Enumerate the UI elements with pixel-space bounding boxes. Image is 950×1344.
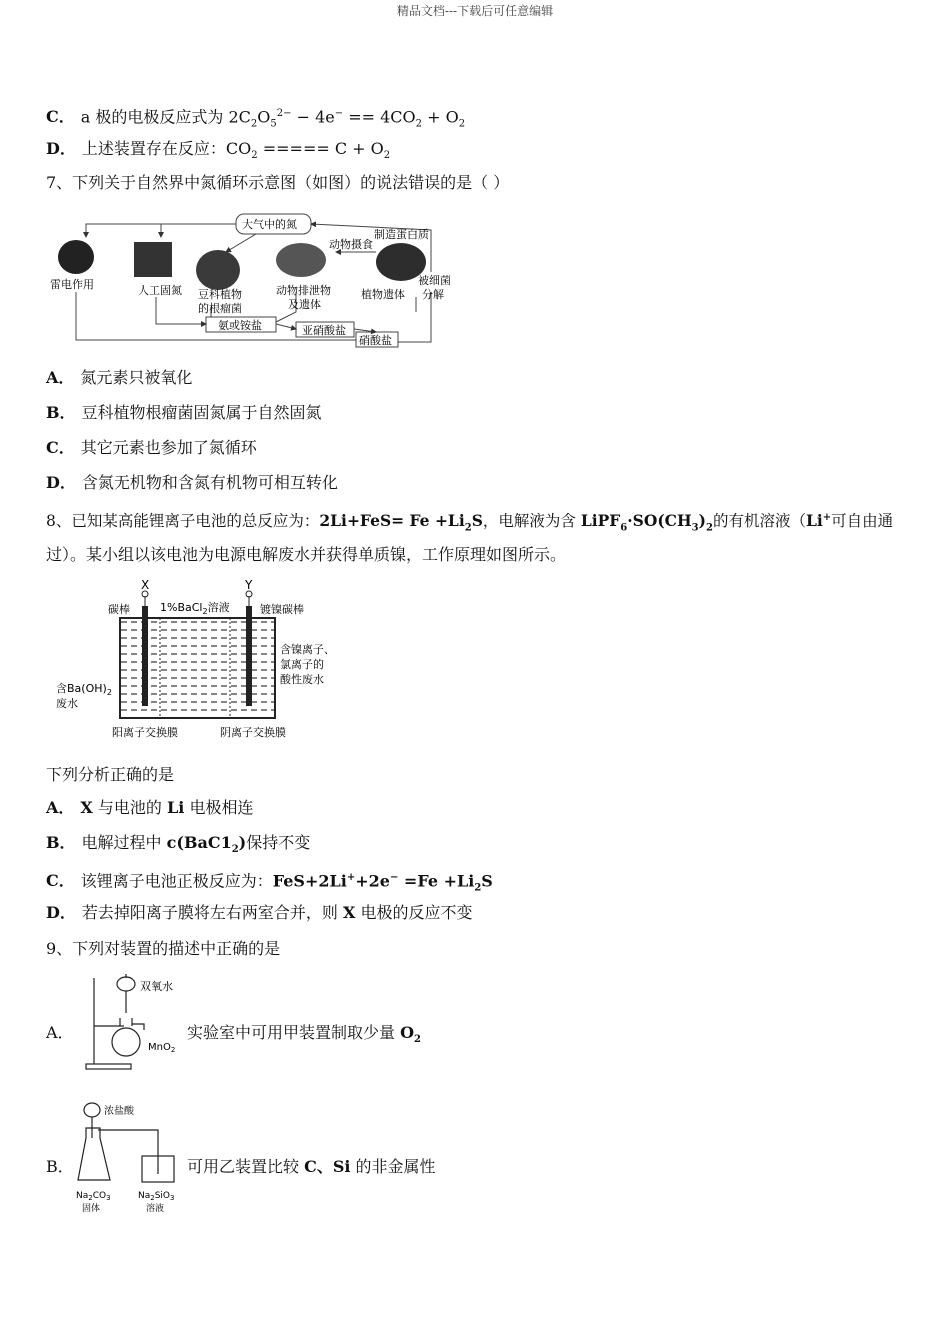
q9-option-a-text: 实验室中可用甲装置制取少量 $O_2$ [187, 1023, 421, 1046]
fig-left-reagent-label: $Na_2CO_3$ [76, 1191, 111, 1202]
q9-option-b-text: 可用乙装置比较 C、Si 的非金属性 [187, 1157, 436, 1176]
fig-left1-label: 含$Ba(OH)_2$ [56, 682, 112, 697]
fig-nitrite-label: 亚硝酸盐 [302, 324, 346, 337]
fig-right-state-label: 溶液 [146, 1204, 165, 1214]
fig-bacl2-label: 1%BaCl$_2$溶液 [160, 601, 230, 616]
q7-option-b: B． 豆科植物根瘤菌固氮属于自然固氮 [46, 403, 322, 422]
q6-option-d: D． 上述装置存在反应：$CO_2$ ===== $C + O_2$ [46, 139, 391, 162]
fig-x-label: X [141, 578, 150, 592]
q7-option-c: C． 其它元素也参加了氮循环 [46, 438, 257, 457]
fig-plant-label: 植物遗体 [361, 288, 405, 301]
apparatus-b-figure [76, 1098, 186, 1218]
fig-right-reagent-label: $Na_2SiO_3$ [138, 1191, 175, 1202]
q7-option-a: A． 氮元素只被氧化 [46, 368, 193, 387]
apparatus-b-diagram [76, 1098, 186, 1218]
fig-right3-label: 酸性废水 [280, 673, 324, 686]
q9-option-b-label: B． [46, 1157, 74, 1176]
apparatus-a-figure [76, 968, 186, 1073]
q8-option-a: A． X 与电池的 Li 电极相连 [46, 798, 254, 817]
fig-bacteria2-label: 分解 [422, 288, 444, 301]
fig-legume1-label: 豆科植物 [198, 288, 242, 301]
fig-legume2-label: 的根瘤菌 [198, 302, 242, 315]
q7-option-d: D． 含氮无机物和含氮有机物可相互转化 [46, 473, 338, 492]
fig-animal1-label: 动物排泄物 [276, 284, 331, 297]
fig-bacteria1-label: 被细菌 [418, 274, 451, 287]
fig-animal2-label: 及遗体 [288, 298, 321, 311]
q6-option-c: C． a 极的电极反应式为 $2C_2O_5^{2-} - 4e^- == 4CO_2 + O_2$ [46, 107, 466, 130]
electrolysis-diagram [50, 578, 350, 743]
page-header: 精品文档---下载后可任意编辑 [396, 4, 554, 18]
fig-carbon-label: 碳棒 [108, 603, 130, 616]
fig-right2-label: 氯离子的 [280, 658, 324, 671]
q8-analysis: 下列分析正确的是 [46, 765, 175, 784]
fig-cation-label: 阳离子交换膜 [112, 726, 178, 739]
fig-mno2-label: MnO$_2$ [148, 1042, 176, 1054]
nitrogen-cycle-diagram [46, 212, 451, 352]
fig-nickel-label: 镀镍碳棒 [260, 603, 304, 616]
fig-ammonia-label: 氨或铵盐 [218, 319, 262, 332]
fig-nitrate-label: 硝酸盐 [359, 334, 392, 347]
fig-y-label: Y [245, 578, 253, 592]
q9-option-a-label: A． [46, 1023, 74, 1042]
fig-acid-label: 浓盐酸 [104, 1106, 134, 1117]
q8-stem-line2: 过）。某小组以该电池为电源电解废水并获得单质镍，工作原理如图所示。 [46, 545, 567, 564]
q8-stem-line1: 8、已知某高能锂离子电池的总反应为：$2Li+FeS= Fe +Li_2S$，电解液为含 $LiPF_6\cdot SO(CH_3)_2$的有机溶液（Li+可自由通 [46, 511, 894, 534]
nitrogen-cycle-figure [46, 212, 451, 352]
fig-lightning-label: 雷电作用 [50, 278, 94, 291]
q7-stem: 7、下列关于自然界中氮循环示意图（如图）的说法错误的是（ ） [46, 173, 510, 192]
electrolysis-figure [50, 578, 350, 743]
fig-eat-label: 动物摄食 [329, 238, 373, 251]
q8-option-d: D． 若去掉阳离子膜将左右两室合并，则 X 电极的反应不变 [46, 903, 473, 922]
fig-right1-label: 含镍离子、 [280, 643, 335, 656]
q8-option-c: C． 该锂离子电池正极反应为：$FeS+2Li^++2e^- =Fe +Li_2S$ [46, 871, 493, 894]
fig-h2o2-label: 双氧水 [140, 980, 173, 993]
apparatus-a-diagram [76, 968, 186, 1073]
fig-protein-label: 制造蛋白质 [374, 228, 429, 241]
fig-anion-label: 阴离子交换膜 [220, 726, 286, 739]
fig-left2-label: 废水 [56, 697, 78, 710]
q8-option-b: B． 电解过程中 $c(BaC1_2)$保持不变 [46, 833, 311, 856]
fig-left-state-label: 固体 [82, 1204, 101, 1214]
q9-stem: 9、下列对装置的描述中正确的是 [46, 939, 281, 958]
fig-artificial-label: 人工固氮 [138, 284, 182, 297]
fig-atmosphere-label: 大气中的氮 [242, 218, 297, 231]
